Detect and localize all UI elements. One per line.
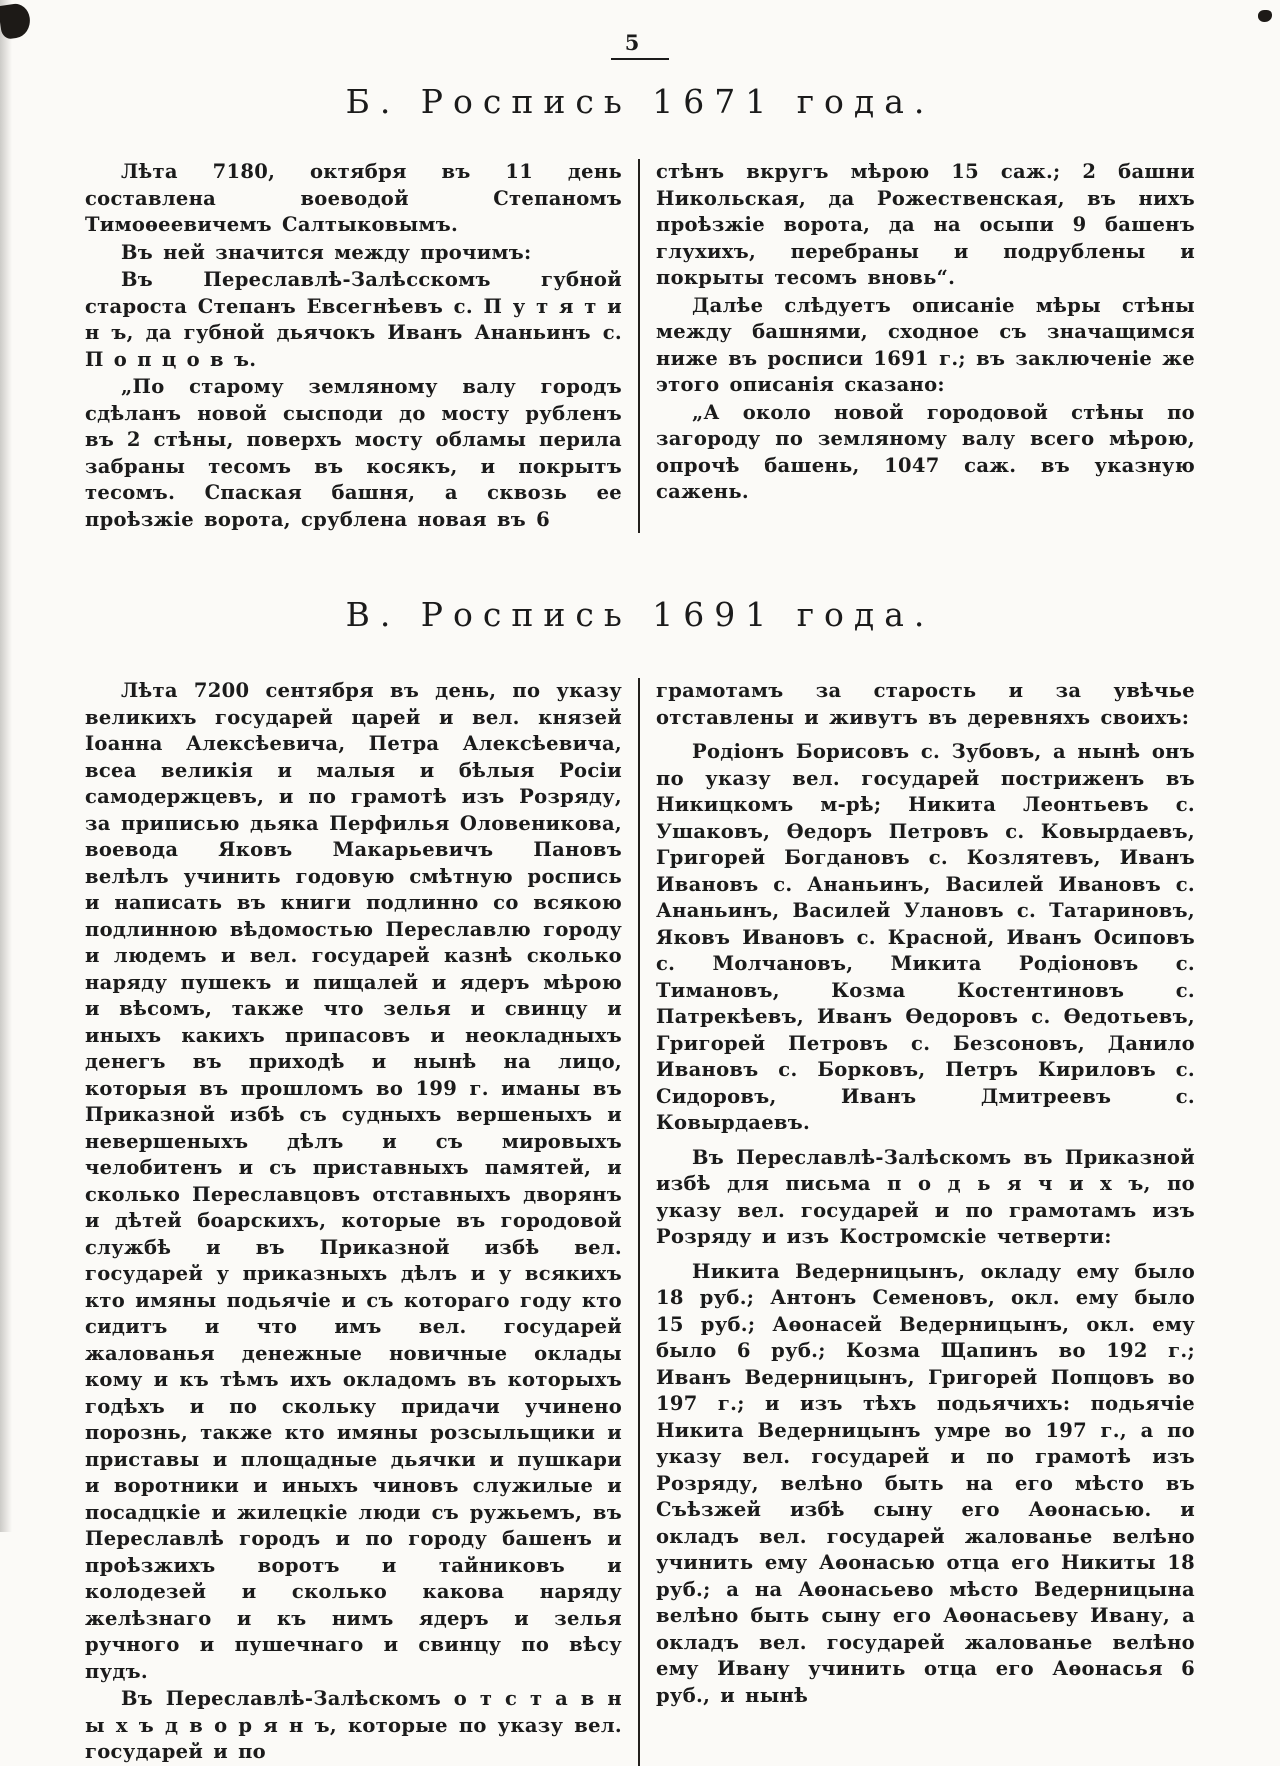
section-title-1671: Б. Роспись 1671 года. bbox=[345, 82, 935, 121]
two-column-text-1691 bbox=[85, 678, 1195, 1766]
page-number bbox=[85, 30, 1195, 60]
left-column-1671 bbox=[85, 159, 640, 533]
section-rospis-1671 bbox=[85, 82, 1195, 533]
page-number-value: 5 bbox=[611, 30, 670, 60]
section-title-1691: В. Роспись 1691 года. bbox=[345, 595, 935, 634]
paragraph: Въ Переславлѣ-Залѣскомъ о т с т а в н ы х ъ д в о р я н ъ, которые по указу вел. государей и по bbox=[85, 1687, 622, 1763]
paragraph: „По старому земляному валу городъ сдѣланъ новой сысподи до мосту рубленъ въ 2 стѣны, поверхъ мосту обламы перила забраны тесомъ въ косякъ, и покрытъ тесомъ. Спаская башня, а сквозь ее проѣзжіе ворота, срублена новая въ 6 bbox=[85, 375, 622, 531]
section-rospis-1691 bbox=[85, 595, 1195, 1766]
paragraph: Далѣе слѣдуетъ описаніе мѣры стѣны между башнями, сходное съ значащимся ниже въ росписи 1691 г.; въ заключеніе же этого описанія сказано: bbox=[656, 293, 1195, 396]
right-column-1671 bbox=[640, 159, 1195, 533]
paragraph-continuation: стѣнъ вкругъ мѣрою 15 саж.; 2 башни Никольская, да Рожественская, въ нихъ проѣзжіе ворота, да на осыпи 9 башенъ глухихъ, перебраны и подрублены и покрыты тесомъ вновь“. bbox=[656, 160, 1195, 289]
paragraph: Родіонъ Борисовъ с. Зубовъ, а нынѣ онъ по указу вел. государей постриженъ въ Никицкомъ м-рѣ; Никита Леонтьевъ с. Ушаковъ, Ѳедоръ Петровъ с. Ковырдаевъ, Григорей Богдановъ с. Козлятевъ, Иванъ Ивановъ с. Ананьинъ, Василей Ивановъ с. Ананьинъ, Василей Улановъ с. Татариновъ, Яковъ Ивановъ с. Красной, Иванъ Осиповъ с. Молчановъ, Микита Родіоновъ с. Тимановъ, Козма Костентиновъ с. Патрекѣевъ, Иванъ Ѳедоровъ с. Ѳедотьевъ, Григорей Петровъ с. Безсоновъ, Данило Ивановъ с. Борковъ, Петръ Кириловъ с. Сидоровъ, Иванъ Дмитреевъ с. Ковырдаевъ. bbox=[656, 740, 1195, 1134]
paragraph-continuation: грамотамъ за старость и за увѣчье отставлены и живутъ въ деревняхъ своихъ: bbox=[656, 679, 1195, 729]
paragraph: Лѣта 7200 сентября въ день, по указу великихъ государей царей и вел. князей Іоанна Алексѣевича, Петра Алексѣевича, всеа великія и малыя и бѣлыя Росіи самодержцевъ, и по грамотѣ изъ Розряду, за приписью дьяка Перфилья Оловеникова, воевода Яковъ Макарьевичъ Пановъ велѣлъ учинить годовую смѣтную роспись и написать въ книги подлинно со всякою подлинною вѣдомостью Переславлю городу и людемъ и вел. государей казнѣ сколько наряду пушекъ и пищалей и ядеръ мѣрою и вѣсомъ, также что зелья и свинцу и иныхъ какихъ припасовъ и неокладныхъ денегъ въ приходѣ и нынѣ на лицо, которыя въ прошломъ во 199 г. иманы въ Приказной избѣ съ судныхъ вершеныхъ и невершеныхъ дѣлъ и съ мировыхъ челобитенъ и съ приставныхъ памятей, и сколько Переславцовъ отставныхъ дворянъ и дѣтей боарскихъ, которые въ городовой службѣ и въ Приказной избѣ вел. государей у приказныхъ дѣлъ и у всякихъ кто имяны подьячіе и съ котораго году кто сидитъ и что имъ вел. государей жалованья денежные новичные оклады кому и къ тѣмъ ихъ окладомъ въ которыхъ годѣхъ и по скольку придачи учинено порознь, также кто имяны розсыльщики и приставы и площадные дьячки и пушкари и воротники и иныхъ чиновъ служилые и посадцкіе и жилецкіе люди съ ружьемъ, въ Переславлѣ городъ и по городу башенъ и проѣзжихъ воротъ и тайниковъ и колодезей и сколько какова наряду желѣзнаго и къ нимъ ядеръ и зелья ручного и пушечнаго и свинцу по вѣсу пудъ. bbox=[85, 679, 622, 1683]
paragraph: Въ ней значится между прочимъ: bbox=[121, 240, 532, 264]
two-column-text-1671 bbox=[85, 159, 1195, 533]
paragraph: Въ Переславлѣ-Залѣсскомъ губной староста Степанъ Евсегнѣевъ с. П у т я т и н ъ, да губной дьячокъ Иванъ Ананьинъ с. П о п ц о в ъ. bbox=[85, 268, 622, 371]
paragraph: Въ Переславлѣ-Залѣскомъ въ Приказной избѣ для письма п о д ь я ч и х ъ, по указу вел. государей и по грамотамъ изъ Розряду и изъ Костромскіе четверти: bbox=[656, 1145, 1195, 1248]
paragraph: Лѣта 7180, октября въ 11 день составлена воеводой Степаномъ Тимоѳеевичемъ Салтыковымъ. bbox=[85, 160, 622, 236]
paragraph: „А около новой городовой стѣны по загороду по земляному валу всего мѣрою, опрочѣ башень, 1047 саж. въ указную сажень. bbox=[656, 400, 1195, 503]
paragraph: Никита Ведерницынъ, окладу ему было 18 руб.; Антонъ Семеновъ, окл. ему было 15 руб.; Аѳонасей Ведерницынъ, окл. ему было 6 руб.; Козма Щапинъ во 192 г.; Иванъ Ведерницынъ, Григорей Попцовъ во 197 г.; и изъ тѣхъ подьячихъ: подьячіе Никита Ведерницынъ умре во 197 г., а по указу вел. государей и по грамотѣ изъ Розряду, велѣно быть на его мѣсто въ Съѣзжей избѣ сыну его Аѳонасью. и окладъ вел. государей жалованье велѣно учинить ему Аѳонасью отца его Никиты 18 руб.; а на Аѳонасьево мѣсто Ведерницына велѣно быть сыну его Аѳонасьеву Ивану, а окладъ вел. государей жалованье велѣно ему Ивану учинить отца его Аѳонасья 6 руб., и нынѣ bbox=[656, 1259, 1195, 1707]
right-column-1691 bbox=[640, 678, 1195, 1766]
left-column-1691 bbox=[85, 678, 640, 1766]
